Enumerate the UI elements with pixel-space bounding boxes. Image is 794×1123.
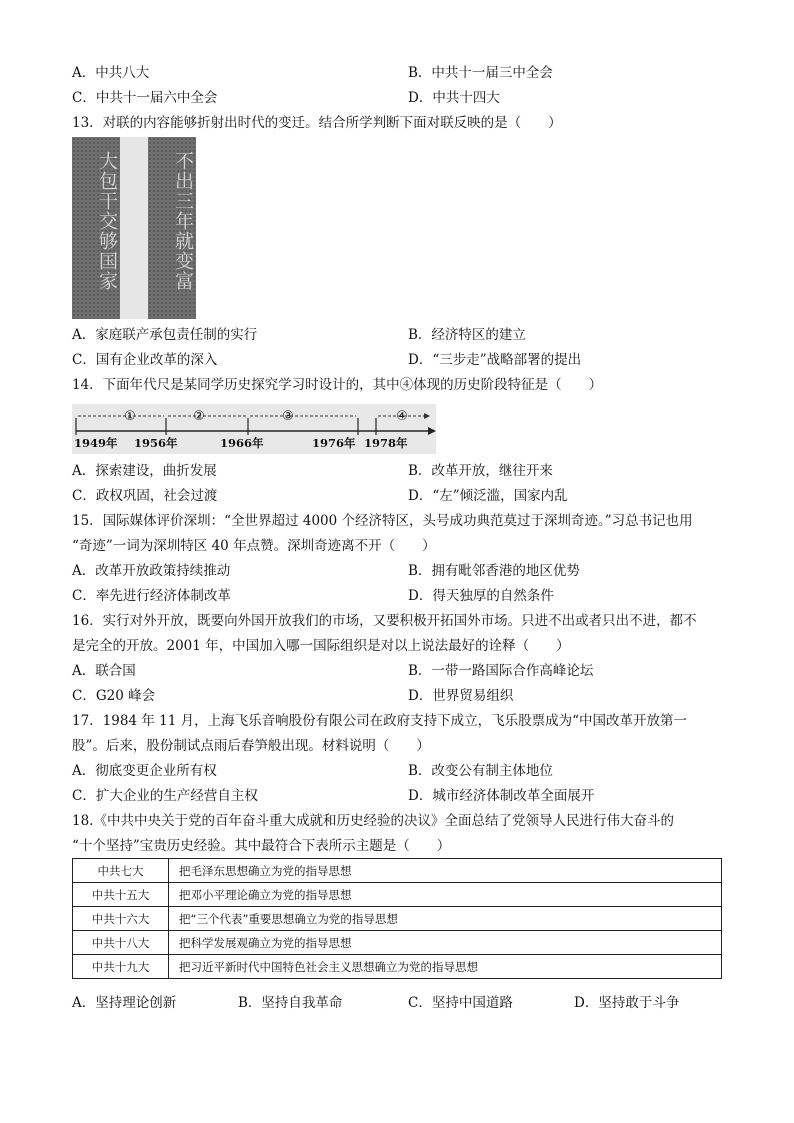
- q16-stem-line2: 是完全的开放。2001 年，中国加入哪一国际组织是对以上说法最好的诠释（ ）: [72, 638, 570, 654]
- table-cell-congress: 中共十六大: [73, 907, 169, 931]
- timeline-mark-1: ①: [124, 409, 136, 424]
- q13-option-b: B．经济特区的建立: [408, 327, 526, 343]
- timeline-year-1949: 1949年: [74, 436, 118, 450]
- q14-option-d: D．“左”倾泛滥，国家内乱: [408, 488, 568, 504]
- table-cell-congress: 中共七大: [73, 859, 169, 883]
- q18-option-b: B．坚持自我革命: [238, 995, 343, 1011]
- congress-table: [72, 858, 722, 979]
- timeline-year-1966: 1966年: [220, 436, 264, 450]
- q17-stem-line2: 股”。后来，股份制试点雨后春笋般出现。材料说明（ ）: [72, 738, 430, 754]
- q17-stem-line1: 17．1984 年 11 月，上海飞乐音响股份有限公司在政府支持下成立，飞乐股票成为“中国改革开放第一: [72, 713, 687, 729]
- q12-option-b: B．中共十一届三中全会: [408, 65, 553, 81]
- q17-option-b: B．改变公有制主体地位: [408, 763, 553, 779]
- timeline-year-1978: 1978年: [364, 436, 408, 450]
- q15-option-c: C．率先进行经济体制改革: [72, 588, 231, 604]
- q16-option-b: B．一带一路国际合作高峰论坛: [408, 663, 594, 679]
- timeline-year-1976: 1976年: [312, 436, 356, 450]
- q15-stem-line2: “奇迹”一词为深圳特区 40 年点赞。深圳奇迹离不开（ ）: [72, 538, 436, 554]
- q16-option-d: D．世界贸易组织: [408, 688, 514, 704]
- table-row: [73, 931, 722, 955]
- timeline-year-1956: 1956年: [134, 436, 178, 450]
- q13-option-c: C．国有企业改革的深入: [72, 352, 218, 368]
- table-row: [73, 859, 722, 883]
- q18-option-c: C．坚持中国道路: [408, 995, 513, 1011]
- timeline-figure: [72, 404, 436, 454]
- q14-option-b: B．改革开放，继往开来: [408, 463, 553, 479]
- table-row: [73, 955, 722, 979]
- table-row: [73, 883, 722, 907]
- table-cell-content: 把“三个代表”重要思想确立为党的指导思想: [169, 907, 722, 931]
- q14-option-a: A．探索建设，曲折发展: [72, 463, 217, 479]
- table-cell-congress: 中共十五大: [73, 883, 169, 907]
- q16-stem-line1: 16．实行对外开放，既要向外国开放我们的市场，又要积极开拓国外市场。只进不出或者只出不进，都不: [72, 613, 697, 629]
- q15-option-b: B．拥有毗邻香港的地区优势: [408, 563, 580, 579]
- table-cell-congress: 中共十九大: [73, 955, 169, 979]
- timeline-mark-3: ③: [282, 409, 294, 424]
- timeline-mark-4: ④: [396, 409, 408, 424]
- q18-stem-line1: 18.《中共中央关于党的百年奋斗重大成就和历史经验的决议》全面总结了党领导人民进行伟大奋斗的: [72, 813, 674, 829]
- couplet-right-text: 不出三年就变富: [172, 151, 194, 291]
- q15-option-a: A．改革开放政策持续推动: [72, 563, 231, 579]
- couplet-left-text: 大包干交够国家: [96, 151, 118, 291]
- q15-stem-line1: 15．国际媒体评价深圳：“全世界超过 4000 个经济特区，头号成功典范莫过于深圳奇迹。”习总书记也用: [72, 513, 693, 529]
- q17-option-a: A．彻底变更企业所有权: [72, 763, 217, 779]
- q18-stem-line2: “十个坚持”宝贵历史经验。其中最符合下表所示主题是（ ）: [72, 838, 451, 854]
- q12-option-c: C．中共十一届六中全会: [72, 90, 218, 106]
- table-cell-content: 把习近平新时代中国特色社会主义思想确立为党的指导思想: [169, 955, 722, 979]
- table-cell-content: 把科学发展观确立为党的指导思想: [169, 931, 722, 955]
- q17-option-d: D．城市经济体制改革全面展开: [408, 788, 595, 804]
- couplet-image: [72, 137, 196, 319]
- q18-option-a: A．坚持理论创新: [72, 995, 177, 1011]
- q13-option-a: A．家庭联产承包责任制的实行: [72, 327, 258, 343]
- q12-option-a: A．中共八大: [72, 65, 150, 81]
- table-cell-content: 把邓小平理论确立为党的指导思想: [169, 883, 722, 907]
- q14-option-c: C．政权巩固，社会过渡: [72, 488, 218, 504]
- q16-option-c: C．G20 峰会: [72, 688, 156, 704]
- q17-option-c: C．扩大企业的生产经营自主权: [72, 788, 258, 804]
- table-cell-congress: 中共十八大: [73, 931, 169, 955]
- table-row: [73, 907, 722, 931]
- q13-option-d: D．“三步走”战略部署的提出: [408, 352, 582, 368]
- table-cell-content: 把毛泽东思想确立为党的指导思想: [169, 859, 722, 883]
- q12-option-d: D．中共十四大: [408, 90, 500, 106]
- q13-stem: 13．对联的内容能够折射出时代的变迁。结合所学判断下面对联反映的是（ ）: [72, 115, 562, 131]
- timeline-mark-2: ②: [193, 409, 205, 424]
- q16-option-a: A．联合国: [72, 663, 136, 679]
- q18-option-d: D．坚持敢于斗争: [574, 995, 680, 1011]
- q14-stem: 14．下面年代尺是某同学历史探究学习时设计的，其中④体现的历史阶段特征是（ ）: [72, 377, 603, 393]
- q15-option-d: D．得天独厚的自然条件: [408, 588, 554, 604]
